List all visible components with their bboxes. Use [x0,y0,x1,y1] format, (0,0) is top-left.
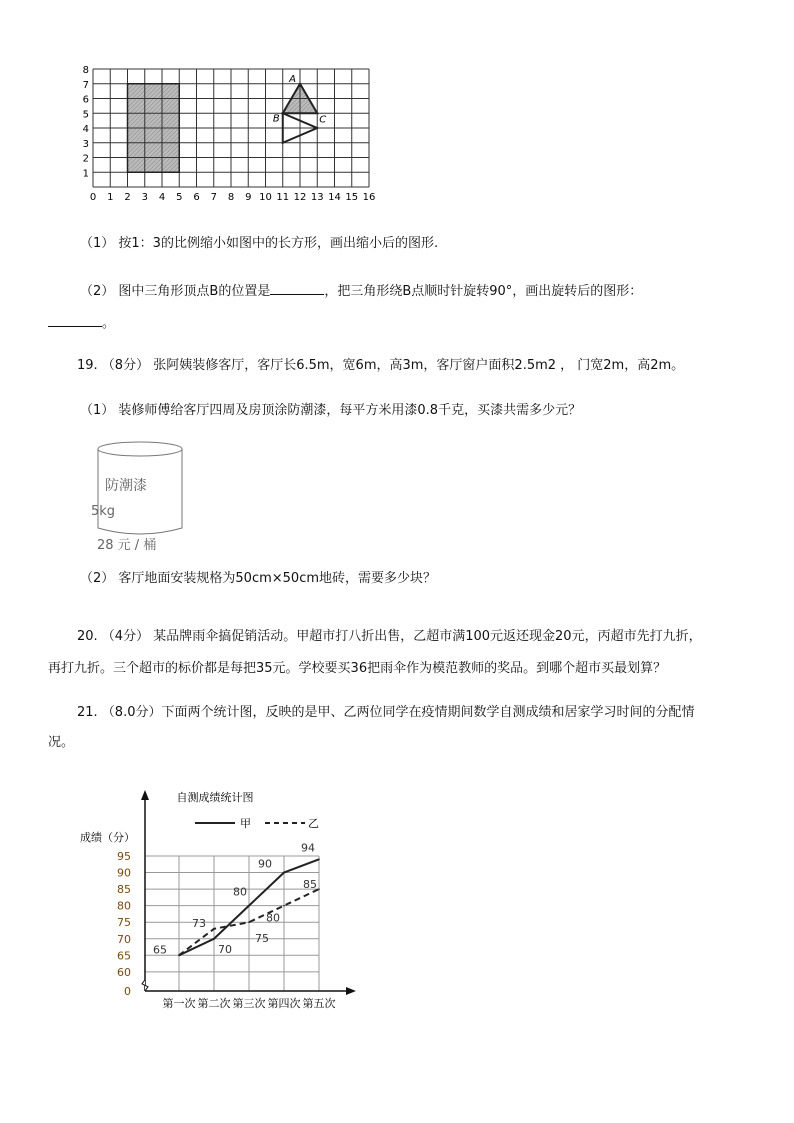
data-point [178,955,180,957]
y-tick-label: 70 [117,932,131,946]
x-tick-label: 3 [141,192,148,203]
q18-part2-text-b: ，把三角形绕B点顺时针旋转90°，画出旋转后的图形： [324,284,643,299]
data-label: 90 [258,857,272,871]
x-tick-label: 15 [345,192,359,203]
data-label: 80 [233,885,247,899]
q18-part2-text-a: （2） 图中三角形顶点B的位置是 [80,284,271,299]
q18-part2-cont [48,314,115,332]
can-weight: 5kg [91,504,116,519]
vertex-label-a: A [289,73,296,85]
x-tick-label: 5 [176,192,183,203]
x-tick-label: 4 [158,192,166,203]
x-tick-label: 第三次 [232,997,266,1010]
data-label: 65 [153,943,167,957]
y-tick-label: 4 [82,124,89,135]
data-point [213,928,215,930]
y-tick-label: 90 [117,866,131,880]
x-tick-label: 第一次 [162,997,196,1010]
coordinate-grid-figure [75,62,385,207]
data-point [213,938,215,940]
x-tick-label: 2 [124,192,131,203]
x-tick-label: 1 [107,192,114,203]
x-tick-label: 10 [259,192,272,203]
q19-stem: 19. （8分） 张阿姨装修客厅，客厅长6.5m，宽6m，高3m，客厅窗户面积2.5m2 ， 门宽2m，高2m。 [77,358,685,373]
period: 。 [102,316,116,331]
answer-blank[interactable] [48,314,102,327]
y-tick-label: 7 [82,79,89,91]
q20-line1: 20. （4分） 某品牌雨伞搞促销活动。甲超市打八折出售，乙超市满100元返还现金20元，丙超市先打九折， [77,629,702,644]
data-point [283,872,285,874]
y-tick-label: 0 [124,985,131,998]
axis-break-icon [142,980,148,991]
y-tick-label: 6 [82,94,89,106]
chart-title: 自测成绩统计图 [176,791,254,804]
data-point [318,888,320,890]
y-axis-arrow [141,790,149,800]
y-tick-label: 5 [82,109,89,121]
x-tick-label: 11 [276,192,290,203]
can-label: 防潮漆 [105,478,147,494]
q18-part2 [80,282,642,300]
data-label: 85 [303,878,317,892]
q21-line1: 21. （8.0分）下面两个统计图，反映的是甲、乙两位同学在疫情期间数学自测成绩和居家学习时间的分配情 [77,705,695,720]
q21-line2: 况。 [48,735,75,750]
vertex-label-b: B [272,113,280,125]
x-tick-label: 0 [89,192,97,203]
x-tick-label: 13 [310,192,324,203]
x-tick-label: 9 [245,192,252,203]
answer-blank[interactable] [270,282,324,295]
x-tick-label: 12 [293,192,307,203]
y-tick-label: 60 [117,965,131,979]
can-price: 28 元 / 桶 [97,538,157,553]
x-tick-label: 第五次 [302,997,336,1010]
legend-label: 甲 [240,817,251,830]
q20-line2: 再打九折。三个超市的标价都是每把35元。学校要买36把雨伞作为模范教师的奖品。到哪个超市买最划算？ [48,661,667,676]
y-tick-label: 65 [117,949,131,963]
y-tick-label: 1 [82,168,89,180]
q19-part1: （1） 装修师傅给客厅四周及房顶涂防潮漆，每平方米用漆0.8千克，买漆共需多少元？ [80,403,582,418]
x-tick-label: 14 [328,192,341,203]
legend-label: 乙 [308,817,319,830]
y-tick-label: 3 [82,138,89,150]
paint-can-figure [85,440,205,555]
score-line-chart [70,780,370,1020]
y-tick-label: 80 [117,899,131,913]
y-axis-label: 成绩（分） [80,831,135,844]
data-label: 94 [301,841,315,855]
data-label: 80 [266,911,280,925]
x-tick-label: 8 [227,192,235,203]
y-tick-label: 8 [82,65,89,76]
data-point [318,859,320,861]
data-label: 75 [255,932,269,946]
y-tick-label: 75 [117,916,131,930]
x-tick-label: 6 [193,192,200,203]
data-label: 70 [218,942,232,956]
x-tick-label: 7 [210,192,217,203]
data-point [248,921,250,923]
y-tick-label: 2 [82,153,89,165]
data-point [248,905,250,907]
vertex-label-c: C [319,114,327,126]
q18-part1: （1） 按1：3的比例缩小如图中的长方形，画出缩小后的图形. [80,236,439,251]
x-tick-label: 第二次 [197,997,231,1010]
y-tick-label: 85 [117,883,131,897]
x-tick-label: 16 [362,192,376,203]
data-point [283,905,285,907]
x-axis-arrow [346,987,356,995]
y-tick-label: 95 [117,850,131,863]
q19-part2: （2） 客厅地面安装规格为50cm×50cm地砖，需要多少块？ [80,571,437,586]
data-label: 73 [192,916,206,930]
x-tick-label: 第四次 [267,997,301,1010]
